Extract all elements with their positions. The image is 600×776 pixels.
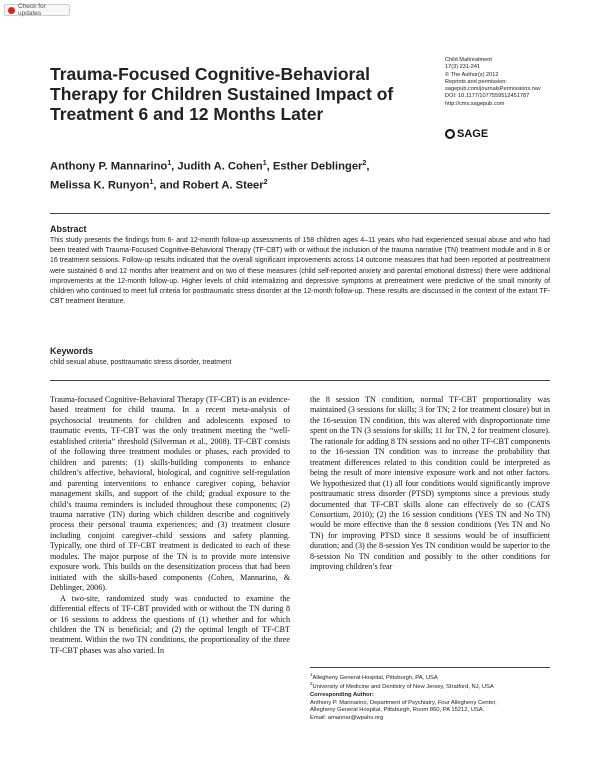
body-paragraph: the 8 session TN condition, normal TF-CBT proportionality was maintained (3 sessions for skills; 3 for TN; 2 for treatment closure) but in the 16-session TN condition, this was altered with disproportionate time spent on the TN (3 sessions for skills; 11 for TN, 2 for treatment closure). The rationale for adding 8 TN sessions and no other TF-CBT components to the 16-session TN condition was to increase the probability that treatment differences related to this condition could be interpreted as being the result of more intensive exposure work and not other factors. We hypothesized that (1) all four conditions would significantly improve posttraumatic stress disorder (PTSD) symptoms since a previous study documented that TF-CBT skills alone can effectively do so (CATS Consortium, 2010); (2) the 16 session conditions (YES TN and No TN) would be more effective than the 8 session conditions (Yes TN and No TN) for improving PTSD since 8 sessions would be of insufficient duration; and (3) the 8-session Yes TN condition would be superior to the 8-session No TN condition and possibly to the other conditions for improving children’s fear (310, 395, 550, 572)
body-column-right (310, 395, 550, 573)
journal-info-line: Reprints and permission: (445, 78, 507, 85)
publisher-name: SAGE (457, 128, 489, 140)
footnote-mark: 2 (310, 681, 313, 686)
author-affiliation-mark: 1 (149, 178, 154, 186)
author-affiliation-mark: 1 (167, 160, 172, 167)
journal-info-line: © The Author(s) 2012 (445, 71, 499, 78)
footnote-divider (310, 667, 550, 668)
author-affiliation-mark: 1 (262, 160, 267, 167)
author-affiliation-mark: 2 (362, 160, 367, 167)
author-name: Anthony P. Mannarino (50, 160, 168, 173)
check-updates-icon (8, 7, 15, 14)
corresponding-author (310, 692, 555, 722)
corresponding-line: Anthony P. Mannarino, Department of Psychiatry, Four Allegheny Center, (310, 699, 497, 706)
footnote-text: University of Medicine and Dentistry of New Jersey, Stratford, NJ, USA (312, 683, 494, 690)
article-title: Trauma-Focused Cognitive-Behavioral Therapy for Children Sustained Impact of Treatment 6 and 12 Months Later (50, 64, 394, 124)
journal-info-line: DOI: 10.1177/1077559512451787 (445, 93, 530, 100)
author-name: Esther Deblinger (272, 160, 363, 173)
author-separator: , (366, 160, 370, 173)
journal-info-link[interactable]: http://cmx.sagepub.com (445, 100, 505, 107)
abstract-text: This study presents the findings from 6- and 12-month follow-up assessments of 158 children ages 4–11 years who had experienced sexual abuse and who had been treated with Trauma-Focused Cognitive-Behavioral Therapy (TF-CBT) with or without the inclusion of the trauma narrative (TN) treatment module and in 8 or 16 treatment sessions. Follow-up results indicated that the overall significant improvements across 14 outcome measures that had been reported at posttreatment were sustained 6 and 12 months after treatment and on two of these measures (child self-reported anxiety and parental emotional distress) there were additional improvements at the 12-month follow-up. Higher levels of child internalizing and depressive symptoms at pretreatment were predictive of the small minority of children who continued to meet full criteria for posttraumatic stress disorder at the 12-month follow-up. These results are discussed in the context of the extant TF-CBT treatment literature. (50, 237, 550, 306)
section-divider (50, 380, 550, 381)
body-paragraph: Trauma-focused Cognitive-Behavioral Therapy (TF-CBT) is an evidence-based treatment for child trauma. In a recent meta-analysis of psychosocial treatments for children and adolescents exposed to traumatic events, TF-CBT was the only treatment meeting the “well-established criteria” threshold (Silverman et al., 2008). TF-CBT consists of the following three treatment modules or phases, each provided to children and parents: (1) skills-building components to enhance children’s affective, behavioral, biological, and cognitive self-regulation and parenting interventions to enhance caregiver coping, behavior management skills, and support of the child; gradual exposure to the child’s trauma reminders is included throughout these components; (2) trauma narrative (TN) during which children describe and cognitively process their personal trauma experiences; and (3) treatment closure including conjoint caregiver–child sessions and safety planning. Typically, one third of TF-CBT treatment is dedicated to each of these modules. The major purpose of the TN is to provide more intensive exposure work. This builds on the desensitization process that had been initiated with the skills-based components (Cohen, Mannarino, & Deblinger, 2006). (50, 395, 290, 593)
publisher-logo (445, 128, 488, 140)
check-for-updates-badge[interactable] (4, 4, 70, 16)
journal-info-link[interactable]: sagepub.com/journalsPermissions.nav (445, 86, 541, 93)
author-affiliation-mark: 2 (263, 178, 268, 186)
journal-info-line: 17(3) 231-241 (445, 64, 481, 71)
author-name: Robert A. Steer (182, 179, 264, 192)
body-column-left (50, 395, 290, 656)
sage-logo-icon (445, 129, 455, 139)
corresponding-email[interactable]: Email: amannar@wpahs.org (310, 714, 384, 721)
body-paragraph: A two-site, randomized study was conducted to examine the differential effects of TF-CBT provided with or without the TN during 8 or 16 sessions to address the questions of (1) whether and for which children the TN is beneficial; and (2) the optimal length of TF-CBT treatment. Within the two TN conditions, the proportionality of the three TF-CBT phases was also varied. In (50, 593, 290, 655)
section-divider (50, 213, 550, 214)
affiliation-footnote (310, 680, 555, 692)
keywords-text: child sexual abuse, posttraumatic stress disorder, treatment (50, 359, 232, 366)
author-list (50, 156, 450, 193)
footnote-text: Allegheny General Hospital, Pittsburgh, PA, USA (312, 674, 438, 681)
journal-info-line: Child Maltreatment (445, 57, 492, 63)
corresponding-line: Allegheny General Hospital, Pittsburgh, Room 860, PA 15212, USA. (310, 707, 485, 714)
author-name: Judith A. Cohen (177, 160, 263, 173)
journal-info (445, 57, 595, 108)
check-updates-label: Check for updates (18, 3, 46, 17)
author-separator: , (266, 160, 273, 173)
abstract-heading: Abstract (50, 224, 87, 234)
keywords-heading: Keywords (50, 346, 94, 356)
corresponding-heading: Corresponding Author: (310, 692, 374, 698)
author-separator: , and (153, 179, 183, 192)
footnote-mark: 1 (310, 672, 313, 677)
author-name: Melissa K. Runyon (50, 179, 150, 192)
author-separator: , (171, 160, 178, 173)
